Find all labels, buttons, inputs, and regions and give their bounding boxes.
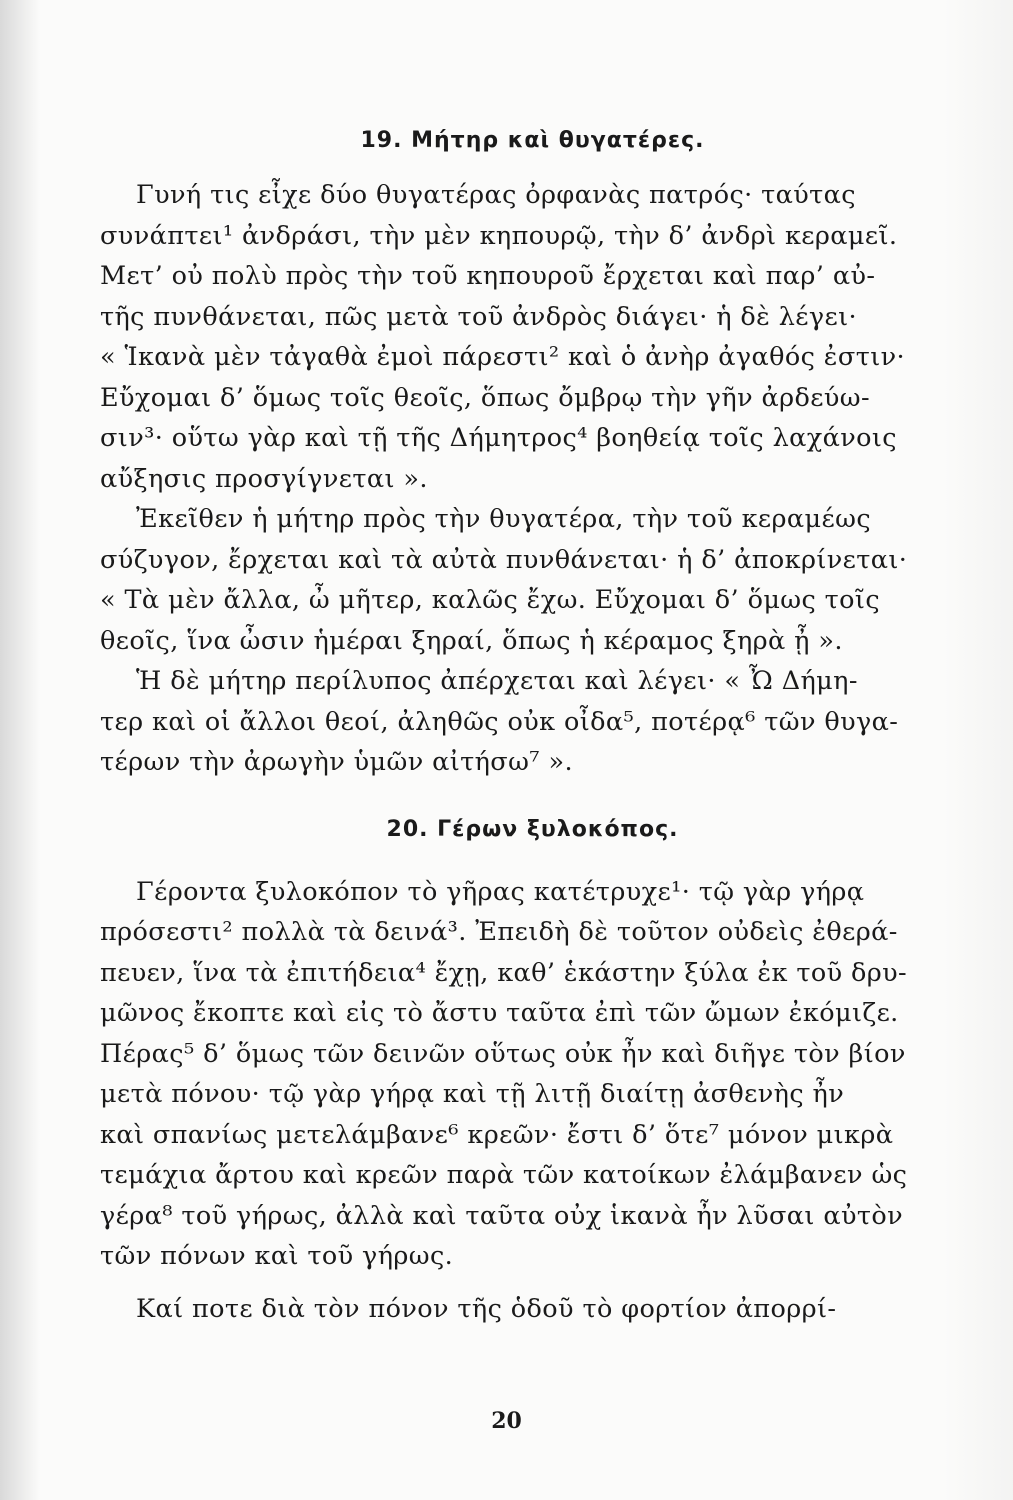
- text-line: πευεν, ἵνα τὰ ἐπιτήδεια⁴ ἔχῃ, καθ’ ἑκάστην ξύλα ἐκ τοῦ δρυ-: [100, 957, 908, 988]
- section-heading-19: 19. Μήτηρ καὶ θυγατέρες.: [360, 128, 705, 153]
- text-line: πρόσεστι² πολλὰ τὰ δεινά³. Ἐπειδὴ δὲ τοῦτον οὐδεὶς ἐθερά-: [100, 917, 898, 947]
- text-line: Πέρας⁵ δ’ ὅμως τῶν δεινῶν οὕτως οὐκ ἦν καὶ διῆγε τὸν βίον: [100, 1038, 906, 1069]
- text-line: Γυνή τις εἶχε δύο θυγατέρας ὀρφανὰς πατρός· ταύτας: [136, 180, 856, 210]
- text-line: αὔξησις προσγίγνεται ».: [100, 463, 428, 494]
- text-line: μετὰ πόνου· τῷ γὰρ γήρᾳ καὶ τῇ λιτῇ διαίτῃ ἀσθενὴς ἦν: [100, 1079, 845, 1109]
- text-line: « Ἱκανὰ μὲν τἀγαθὰ ἐμοὶ πάρεστι² καὶ ὁ ἀνὴρ ἀγαθός ἐστιν·: [100, 342, 906, 372]
- text-line: Εὔχομαι δ’ ὅμως τοῖς θεοῖς, ὅπως ὄμβρῳ τὴν γῆν ἀρδεύω-: [100, 382, 870, 413]
- page-body: [100, 118, 965, 1329]
- text-line: τῶν πόνων καὶ τοῦ γήρως.: [100, 1241, 454, 1271]
- text-line: Ἐκεῖθεν ἡ μήτηρ πρὸς τὴν θυγατέρα, τὴν τοῦ κεραμέως: [136, 504, 871, 534]
- text-line: τῆς πυνθάνεται, πῶς μετὰ τοῦ ἀνδρὸς διάγει· ἡ δὲ λέγει·: [100, 301, 858, 332]
- text-line: Μετ’ οὐ πολὺ πρὸς τὴν τοῦ κηπουροῦ ἔρχεται καὶ παρ’ αὐ-: [100, 261, 876, 291]
- text-line: Γέροντα ξυλοκόπον τὸ γῆρας κατέτρυχε¹· τῷ γὰρ γήρᾳ: [136, 876, 865, 907]
- text-line: σιν³· οὕτω γὰρ καὶ τῇ τῆς Δήμητρος⁴ βοηθείᾳ τοῖς λαχάνοις: [100, 423, 897, 453]
- text-line: θεοῖς, ἵνα ὦσιν ἡμέραι ξηραί, ὅπως ἡ κέραμος ξηρὰ ᾖ ».: [100, 625, 843, 656]
- page-number: 20: [491, 1408, 522, 1434]
- text-line: γέρα⁸ τοῦ γήρως, ἀλλὰ καὶ ταῦτα οὐχ ἱκανὰ ἦν λῦσαι αὐτὸν: [100, 1200, 904, 1231]
- text-line: Ἡ δὲ μήτηρ περίλυπος ἀπέρχεται καὶ λέγει· « Ὦ Δήμη-: [136, 666, 858, 696]
- text-line: τεμάχια ἄρτου καὶ κρεῶν παρὰ τῶν κατοίκων ἐλάμβανεν ὡς: [100, 1160, 908, 1190]
- section-heading-20: 20. Γέρων ξυλοκόπος.: [386, 816, 679, 842]
- binding-shadow: [0, 0, 40, 1500]
- text-line: καὶ σπανίως μετελάμβανε⁶ κρεῶν· ἔστι δ’ ὅτε⁷ μόνον μικρὰ: [100, 1119, 894, 1150]
- text-line: τερ καὶ οἱ ἄλλοι θεοί, ἀληθῶς οὐκ οἶδα⁵, ποτέρᾳ⁶ τῶν θυγα-: [100, 706, 899, 737]
- text-line: σύζυγον, ἔρχεται καὶ τὰ αὐτὰ πυνθάνεται· ἡ δ’ ἀποκρίνεται·: [100, 544, 908, 575]
- text-line: Καί ποτε διὰ τὸν πόνον τῆς ὁδοῦ τὸ φορτίον ἀπορρί-: [136, 1293, 837, 1324]
- text-line: μῶνος ἔκοπτε καὶ εἰς τὸ ἄστυ ταῦτα ἐπὶ τῶν ὤμων ἐκόμιζε.: [100, 998, 899, 1028]
- text-line: τέρων τὴν ἀρωγὴν ὑμῶν αἰτήσω⁷ ».: [100, 747, 573, 777]
- text-line: « Τὰ μὲν ἄλλα, ὦ μῆτερ, καλῶς ἔχω. Εὔχομαι δ’ ὅμως τοῖς: [100, 585, 881, 615]
- text-line: συνάπτει¹ ἀνδράσι, τὴν μὲν κηπουρῷ, τὴν δ’ ἀνδρὶ κεραμεῖ.: [100, 220, 898, 251]
